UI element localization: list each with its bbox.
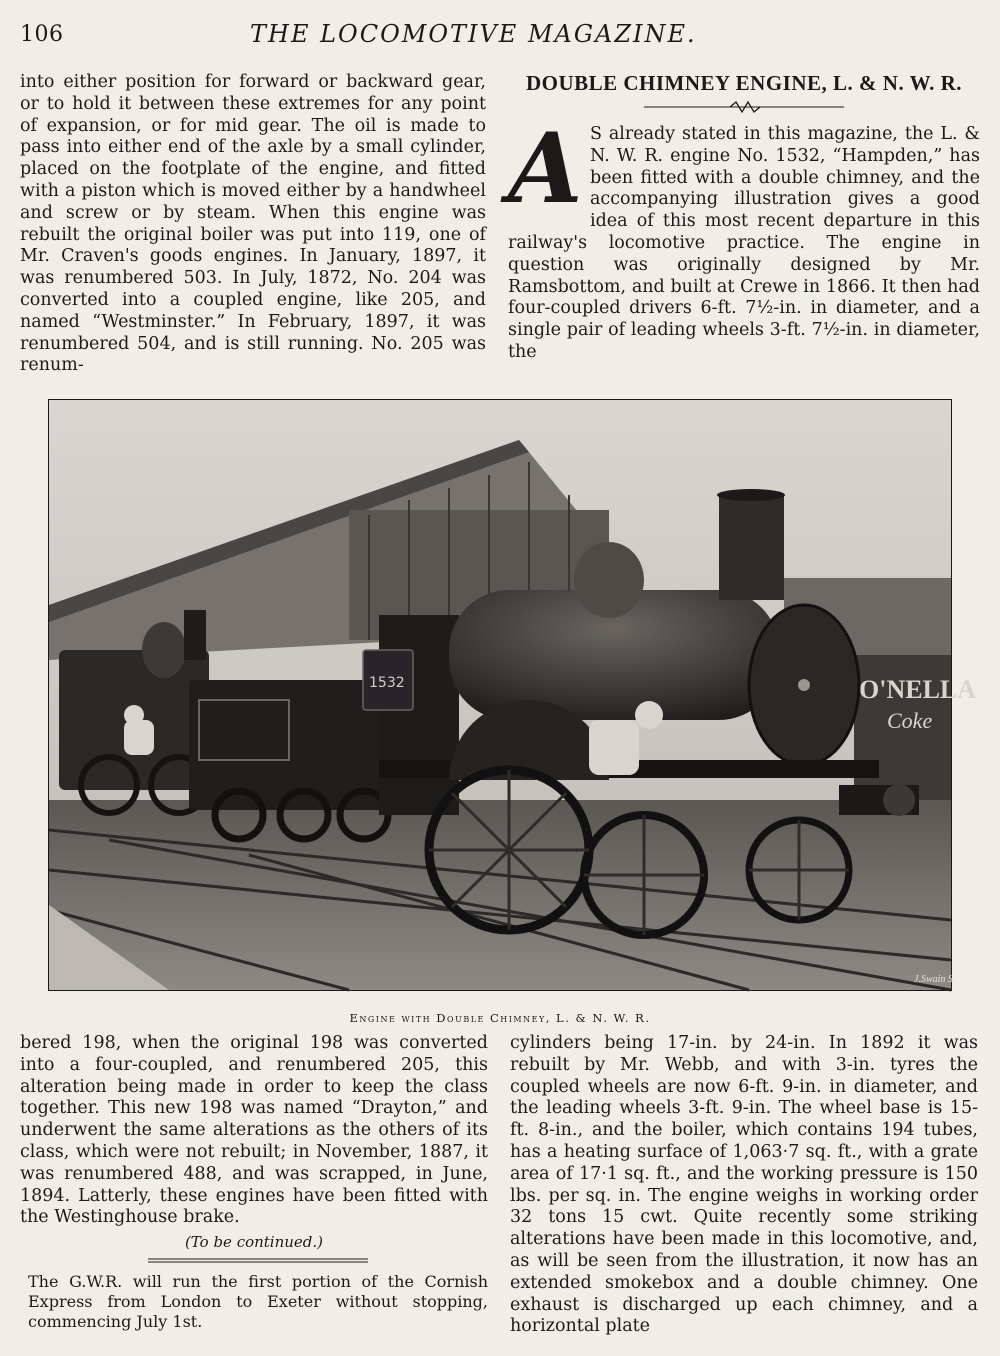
illustration-caption: Engine with Double Chimney, L. & N. W. R.: [349, 1011, 651, 1025]
engraver-signature: J.Swain Sc: [914, 974, 958, 985]
number-plate: 1532: [369, 675, 405, 691]
news-note: The G.W.R. will run the first portion of the Cornish Express from London to Exeter without stopping, commencing July 1st.: [28, 1272, 488, 1331]
dome: [574, 542, 644, 618]
body-paragraph: cylinders being 17-in. by 24-in. In 1892 it was rebuilt by Mr. Webb, and with 3-in. tyres the coupled wheels are now 6-ft. 9-in. in diameter, and the leading wheels 3-ft. 9-in. The wheel base is 15-ft. 8-in., and the boiler, which contains 194 tubes, has a heating surface of 1,063·7 sq. ft., with a grate area of 17·1 sq. ft., and the working pressure is 150 lbs. per sq. in. The engine weighs in working order 32 tons 15 cwt. Quite recently some striking alterations have been made in this locomotive, and, as will be seen from the illustration, it now has an extended smokebox and a double chimney. One exhaust is discharged up each chimney, and a horizontal plate: [510, 1033, 978, 1337]
wagon-lettering: O'NELLA: [859, 675, 977, 704]
column-bottom-left: [20, 1033, 488, 1228]
article-paragraph: S already stated in this magazine, the L. & N. W. R. engine No. 1532, “Hampden,” has been fitted with a double chimney, and the accompanying illustration gives a good idea of this most recent departure in this railway's locomotive practice. The engine in question was originally designed by Mr. Ramsbottom, and built at Crewe in 1866. It then had four-coupled drivers 6-ft. 7½-in. in diameter, and a single pair of leading wheels 3-ft. 7½-in. in diameter, the: [508, 124, 980, 362]
trackbed: [49, 800, 951, 990]
wagon-lettering-2: Coke: [887, 708, 933, 733]
body-paragraph: into either position for forward or backward gear, or to hold it between these extremes for any point of expansion, or for mid gear. The oil is made to pass into either end of the axle by a small cylinder, placed on the footplate of the engine, and fitted with a piston which is moved either by a handwheel and screw or by steam. When this engine was rebuilt the original boiler was put into 119, one of Mr. Craven's goods engines. In January, 1897, it was renumbered 503. In July, 1872, No. 204 was converted into a coupled engine, like 205, and named “Westminster.” In February, 1897, it was renumbered 504, and is still running. No. 205 was renum-: [20, 72, 486, 376]
locomotive-photograph: [48, 399, 977, 991]
section-divider: [148, 1258, 368, 1264]
page-number: 106: [20, 22, 64, 47]
article-opening: [508, 112, 980, 364]
drop-cap: A: [508, 112, 583, 225]
column-bottom-right: [510, 1033, 978, 1343]
double-chimney: [719, 495, 784, 600]
locomotive-illustration: [49, 400, 977, 990]
article-title: DOUBLE CHIMNEY ENGINE, L. & N. W. R.: [525, 71, 963, 95]
body-paragraph: bered 198, when the original 198 was converted into a four-coupled, and renumbered 205, this alteration being made in order to keep the class together. This new 198 was named “Drayton,” and underwent the same alterations as the others of its class, which were not rebuilt; in November, 1887, it was renumbered 488, and was scrapped, in June, 1894. Latterly, these engines have been fitted with the Westinghouse brake.: [20, 1033, 488, 1228]
cab: [379, 615, 459, 815]
column-top-right: [508, 70, 980, 388]
column-top-left: [20, 72, 486, 382]
to-be-continued: (To be continued.): [184, 1233, 324, 1251]
running-title: THE LOCOMOTIVE MAGAZINE.: [250, 20, 697, 48]
title-ornament-rule: [644, 100, 844, 114]
